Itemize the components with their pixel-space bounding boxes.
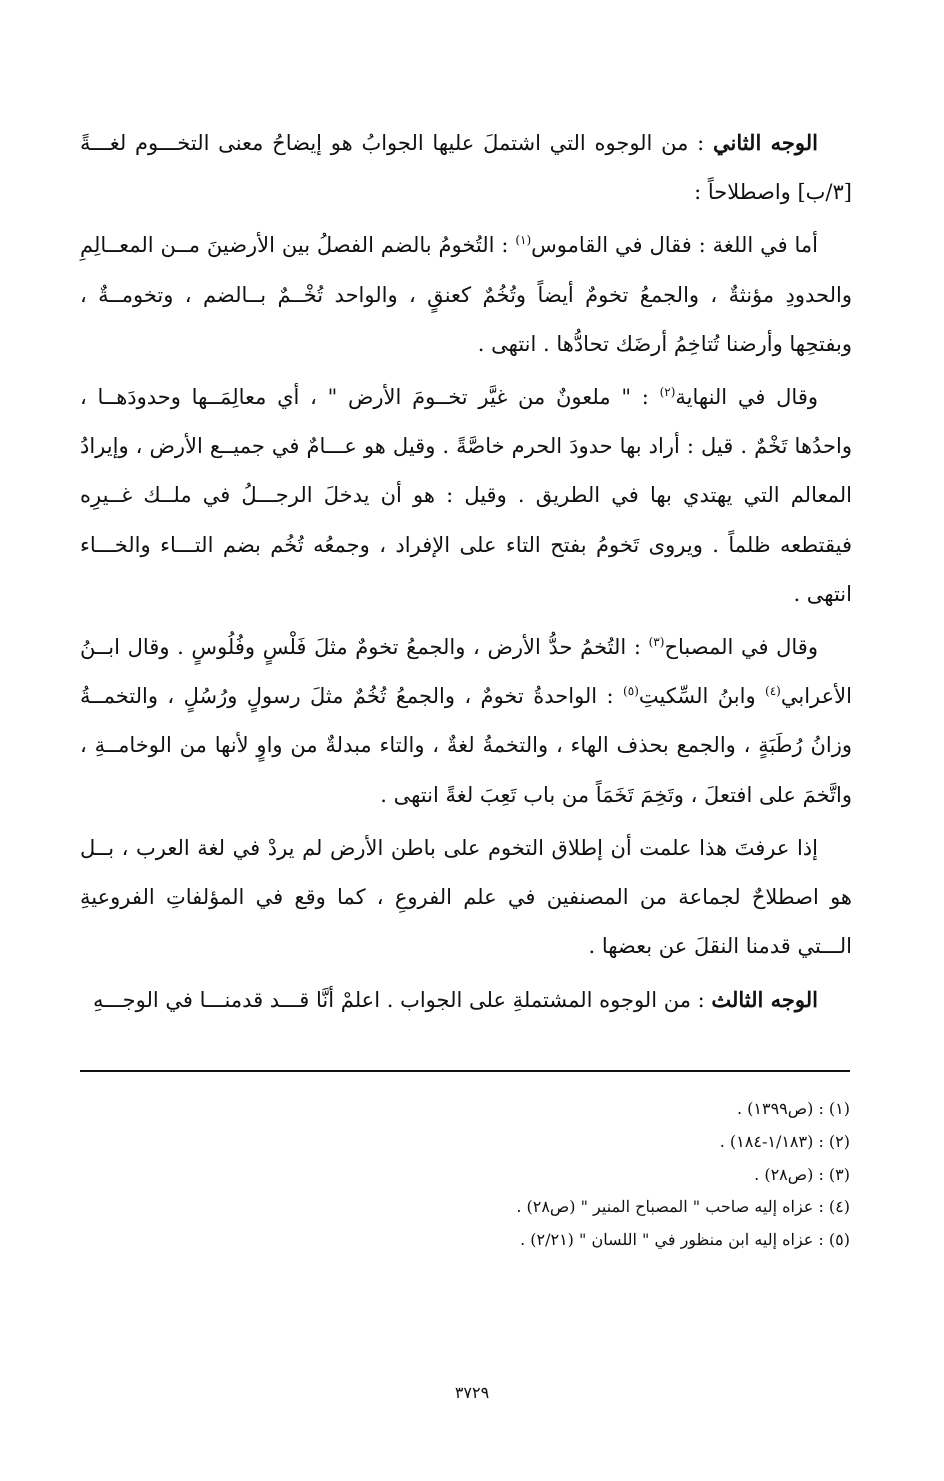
page-number: ٣٧٢٩ [454, 1383, 490, 1402]
paragraph-text: : التُخمُ حدُّ الأرض ، والجمعُ تخومٌ مثلَ فَلْسٍ وفُلُوسٍ . وقال ابــنُ الأعرابي [80, 635, 852, 709]
paragraph-2 [80, 221, 852, 369]
section-heading-second: الوجه الثاني [712, 130, 818, 155]
paragraph-text: : من الوجوه التي اشتملَ عليها الجوابُ هو إيضاحُ معنى التخـــوم لغـــةً [٣/ب] واصطلاحاً : [80, 131, 852, 205]
footnote-ref: (٣) [648, 635, 665, 650]
section-heading-third: الوجه الثالث [711, 987, 818, 1013]
paragraph-text: أما في اللغة : فقال في القاموس [531, 233, 818, 258]
paragraph-text: إذا عرفتَ هذا علمت أن إطلاق التخوم على باطن الأرض لم يردْ في لغة العرب ، بــل هو اصطلاحٌ لجماعة من المصنفين في علم الفروعِ ، كما وقع في المؤلفاتِ الفروعيةِ الـــتي قدمنا النقلَ عن بعضها . [80, 835, 852, 959]
footnote-ref: (٤) [765, 684, 781, 699]
main-text [80, 118, 852, 1030]
paragraph-text: وقال في المصباح [664, 635, 818, 660]
paragraph-text: : التُخومُ بالضم الفصلُ بين الأرضينَ مــن المعــالِمِ والحدودِ مؤنثةٌ ، والجمعُ تخومٌ أيضاً وتُخُمٌ كعنقٍ ، والواحد تُخْــمٌ بــالضم ، وتخومــةٌ ، وبفتحِها وأرضنا تُتاخِمُ أرضَك تحادُّها . انتهى . [80, 233, 852, 356]
paragraph-1 [80, 118, 852, 217]
footnote-divider [80, 1070, 850, 1072]
footnote-4: (٤) : عزاه إليه صاحب " المصباح المنير " (ص٢٨) . [516, 1197, 850, 1217]
paragraph-4 [80, 623, 852, 820]
footnote-5: (٥) : عزاه إليه ابن منظور في " اللسان " (٢/٢١) . [520, 1230, 850, 1250]
paragraph-6 [80, 975, 852, 1025]
paragraph-text: : من الوجوه المشتملةِ على الجواب . اعلمْ أنَّا قـــد قدمنـــا في الوجـــهِ [92, 988, 712, 1013]
footnote-ref: (١) [515, 233, 532, 248]
footnote-ref: (٢) [659, 385, 676, 400]
paragraph-text: : " ملعونٌ من غيَّر تخــومَ الأرض " ، أي معالِمَــها وحدودَهــا ، واحدُها تَخْمٌ . قيل : أراد بها حدودَ الحرم خاصَّةً . وقيل هو عـــامٌ في جميــع الأرض ، وإيرادُ المعالم التي يهتدي بها في الطريق . وقيل : هو أن يدخلَ الرجـــلُ في ملــك غــيرِه فيقتطعه ظلماً . ويروى تَخومُ بفتح التاء على الإفراد ، وجمعُه تُخُم بضم التـــاء والخـــاء انتهى . [80, 385, 852, 606]
footnote-2: (٢) : (١/١٨٣-١٨٤) . [719, 1131, 850, 1151]
footnote-1: (١) : (ص١٣٩٩) . [736, 1099, 850, 1118]
paragraph-text: وابنُ السِّكيتِ [638, 684, 766, 709]
paragraph-3 [80, 373, 852, 619]
paragraph-5 [80, 824, 852, 972]
footnote-3: (٣) : (ص٢٨) . [754, 1164, 850, 1184]
paragraph-text: وقال في النهاية [675, 385, 818, 410]
footnote-ref: (٥) [623, 684, 639, 699]
footnotes [80, 1093, 850, 1257]
paragraph-text: : الواحدةُ تخومٌ ، والجمعُ تُخُمٌ مثلَ رسولٍ ورُسُلٍ ، والتخمــةُ وزانُ رُطَبَةٍ ، والجمع بحذف الهاء ، والتخمةُ لغةٌ ، والتاء مبدلةٌ من واوٍ لأنها من الوخامــةِ ، واتَّخمَ على افتعلَ ، وتَخِمَ تَخَمَاً من باب تَعِبَ لغةً انتهى . [80, 684, 852, 807]
